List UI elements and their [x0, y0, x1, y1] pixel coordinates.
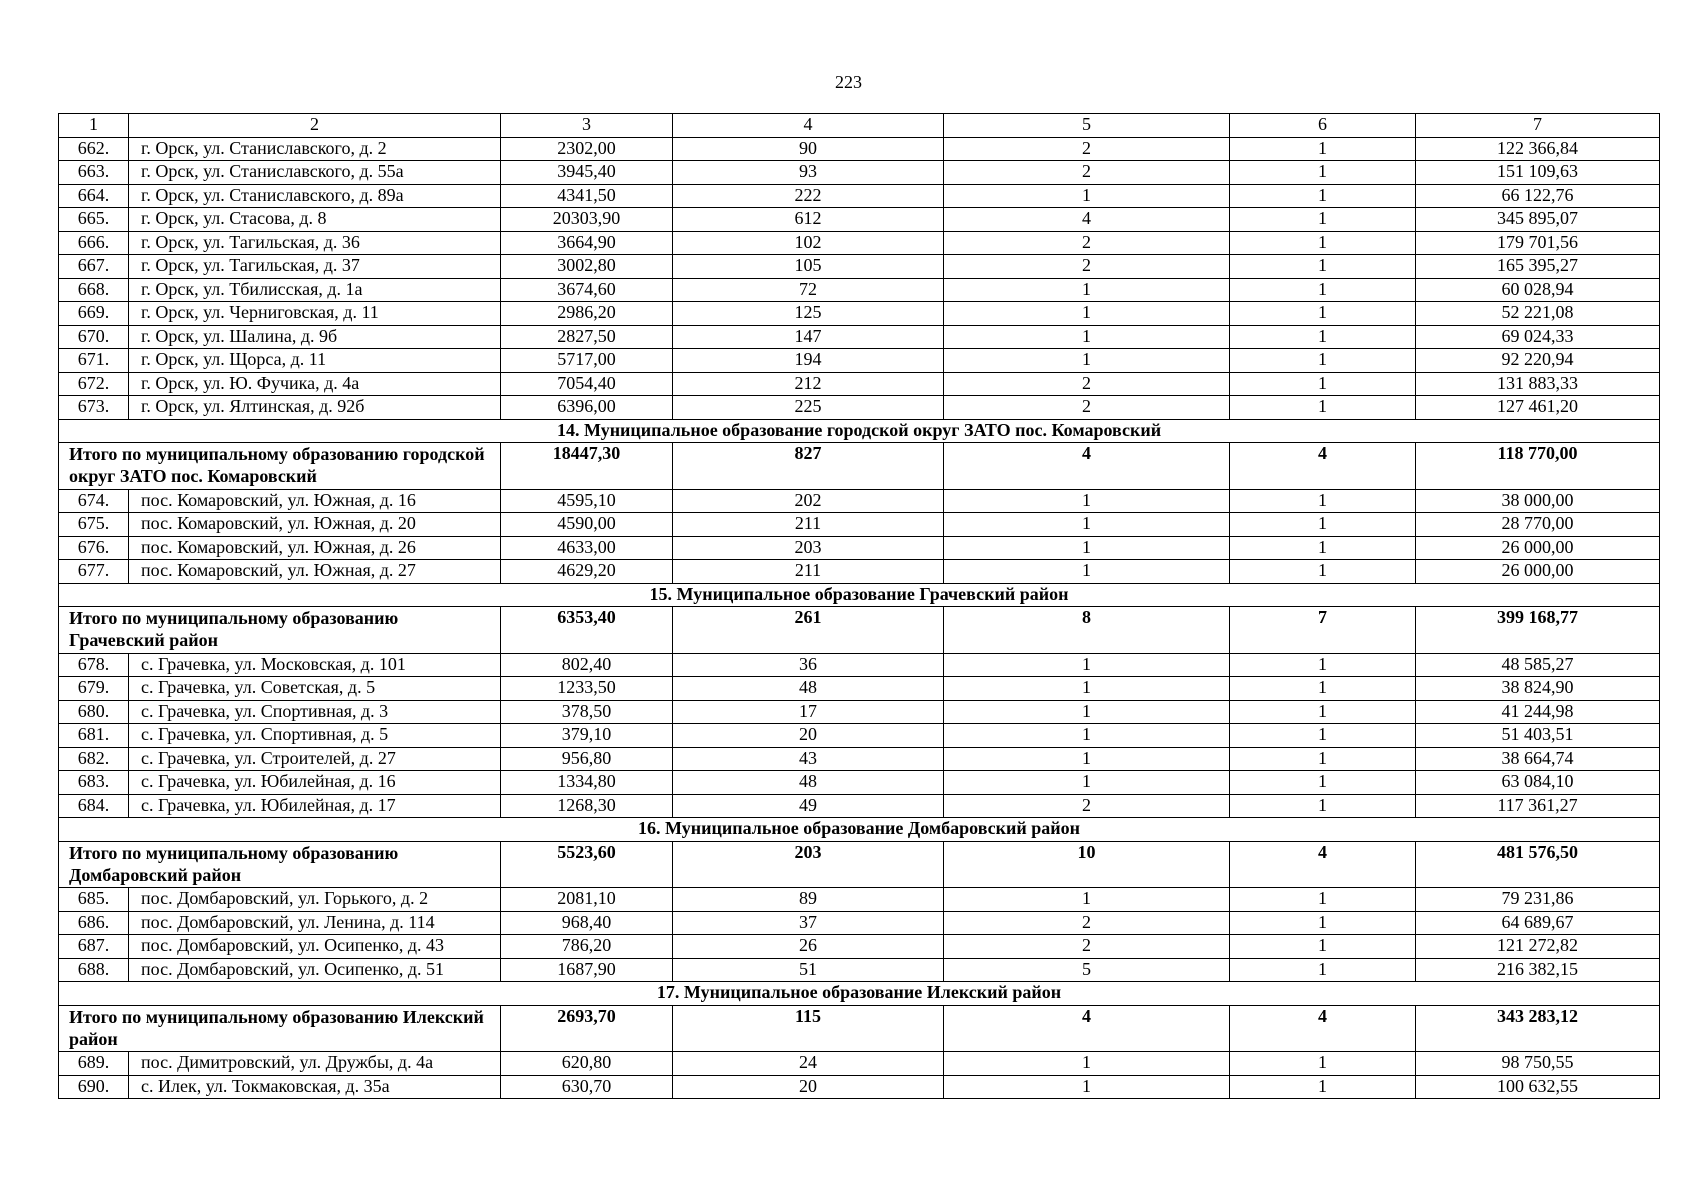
- table-body: [59, 114, 1660, 1099]
- table-row: [59, 396, 1660, 420]
- row-elevators: 1: [944, 184, 1230, 208]
- row-address: с. Грачевка, ул. Московская, д. 101: [129, 653, 501, 677]
- total-elevators: 4: [944, 443, 1230, 490]
- row-area: 4629,20: [501, 560, 673, 584]
- section-title: 16. Муниципальное образование Домбаровский район: [59, 818, 1660, 842]
- row-number: 676.: [59, 536, 129, 560]
- row-number: 683.: [59, 771, 129, 795]
- row-elevators: 1: [944, 560, 1230, 584]
- row-elevators: 1: [944, 724, 1230, 748]
- row-area: 4590,00: [501, 513, 673, 537]
- row-buildings: 1: [1230, 255, 1416, 279]
- row-address: с. Грачевка, ул. Строителей, д. 27: [129, 747, 501, 771]
- row-elevators: 1: [944, 536, 1230, 560]
- row-residents: 194: [673, 349, 944, 373]
- row-area: 4341,50: [501, 184, 673, 208]
- row-residents: 211: [673, 513, 944, 537]
- row-buildings: 1: [1230, 302, 1416, 326]
- total-row: [59, 841, 1660, 888]
- row-number: 678.: [59, 653, 129, 677]
- row-residents: 102: [673, 231, 944, 255]
- column-header: 4: [673, 114, 944, 138]
- table-row: [59, 911, 1660, 935]
- row-buildings: 1: [1230, 1075, 1416, 1099]
- row-elevators: 2: [944, 396, 1230, 420]
- row-cost: 92 220,94: [1416, 349, 1660, 373]
- row-cost: 127 461,20: [1416, 396, 1660, 420]
- column-header: 1: [59, 114, 129, 138]
- row-residents: 48: [673, 771, 944, 795]
- row-area: 786,20: [501, 935, 673, 959]
- total-residents: 203: [673, 841, 944, 888]
- row-elevators: 1: [944, 1075, 1230, 1099]
- table-row: [59, 325, 1660, 349]
- page-number: 223: [835, 72, 862, 92]
- row-number: 675.: [59, 513, 129, 537]
- table-row: [59, 747, 1660, 771]
- column-header: 2: [129, 114, 501, 138]
- row-cost: 64 689,67: [1416, 911, 1660, 935]
- total-label: Итого по муниципальному образованию Грачевский район: [59, 607, 501, 654]
- row-address: г. Орск, ул. Стасова, д. 8: [129, 208, 501, 232]
- row-elevators: 1: [944, 747, 1230, 771]
- row-area: 2827,50: [501, 325, 673, 349]
- row-area: 3674,60: [501, 278, 673, 302]
- table-header-row: [59, 114, 1660, 138]
- row-residents: 225: [673, 396, 944, 420]
- row-elevators: 1: [944, 489, 1230, 513]
- section-header-row: [59, 982, 1660, 1006]
- column-header: 3: [501, 114, 673, 138]
- row-cost: 26 000,00: [1416, 536, 1660, 560]
- row-buildings: 1: [1230, 653, 1416, 677]
- row-address: с. Грачевка, ул. Спортивная, д. 5: [129, 724, 501, 748]
- section-header-row: [59, 818, 1660, 842]
- row-address: с. Грачевка, ул. Юбилейная, д. 17: [129, 794, 501, 818]
- row-cost: 345 895,07: [1416, 208, 1660, 232]
- row-residents: 212: [673, 372, 944, 396]
- table-row: [59, 302, 1660, 326]
- row-elevators: 1: [944, 278, 1230, 302]
- total-row: [59, 607, 1660, 654]
- row-address: с. Грачевка, ул. Юбилейная, д. 16: [129, 771, 501, 795]
- section-title: 14. Муниципальное образование городской округ ЗАТО пос. Комаровский: [59, 419, 1660, 443]
- row-address: пос. Домбаровский, ул. Горького, д. 2: [129, 888, 501, 912]
- total-label: Итого по муниципальному образованию Домбаровский район: [59, 841, 501, 888]
- row-area: 1687,90: [501, 958, 673, 982]
- row-area: 3945,40: [501, 161, 673, 185]
- row-area: 3664,90: [501, 231, 673, 255]
- row-elevators: 2: [944, 137, 1230, 161]
- column-header: 6: [1230, 114, 1416, 138]
- row-area: 378,50: [501, 700, 673, 724]
- table-row: [59, 677, 1660, 701]
- total-label: Итого по муниципальному образованию городской округ ЗАТО пос. Комаровский: [59, 443, 501, 490]
- row-residents: 612: [673, 208, 944, 232]
- row-address: пос. Домбаровский, ул. Ленина, д. 114: [129, 911, 501, 935]
- row-residents: 90: [673, 137, 944, 161]
- row-buildings: 1: [1230, 935, 1416, 959]
- total-cost: 481 576,50: [1416, 841, 1660, 888]
- section-title: 17. Муниципальное образование Илекский район: [59, 982, 1660, 1006]
- total-residents: 115: [673, 1005, 944, 1052]
- total-residents: 827: [673, 443, 944, 490]
- row-residents: 24: [673, 1052, 944, 1076]
- row-address: г. Орск, ул. Станиславского, д. 55а: [129, 161, 501, 185]
- row-cost: 38 824,90: [1416, 677, 1660, 701]
- row-buildings: 1: [1230, 794, 1416, 818]
- row-buildings: 1: [1230, 208, 1416, 232]
- row-residents: 89: [673, 888, 944, 912]
- row-elevators: 2: [944, 794, 1230, 818]
- row-elevators: 1: [944, 653, 1230, 677]
- table-row: [59, 137, 1660, 161]
- row-area: 4633,00: [501, 536, 673, 560]
- row-residents: 147: [673, 325, 944, 349]
- row-residents: 105: [673, 255, 944, 279]
- row-cost: 121 272,82: [1416, 935, 1660, 959]
- row-elevators: 2: [944, 161, 1230, 185]
- total-buildings: 4: [1230, 443, 1416, 490]
- row-buildings: 1: [1230, 700, 1416, 724]
- row-address: г. Орск, ул. Станиславского, д. 89а: [129, 184, 501, 208]
- row-address: с. Грачевка, ул. Советская, д. 5: [129, 677, 501, 701]
- row-address: г. Орск, ул. Ю. Фучика, д. 4а: [129, 372, 501, 396]
- row-number: 688.: [59, 958, 129, 982]
- total-buildings: 4: [1230, 841, 1416, 888]
- table-row: [59, 513, 1660, 537]
- row-buildings: 1: [1230, 888, 1416, 912]
- row-address: г. Орск, ул. Шалина, д. 9б: [129, 325, 501, 349]
- row-cost: 63 084,10: [1416, 771, 1660, 795]
- row-buildings: 1: [1230, 325, 1416, 349]
- row-cost: 38 000,00: [1416, 489, 1660, 513]
- row-area: 379,10: [501, 724, 673, 748]
- row-cost: 28 770,00: [1416, 513, 1660, 537]
- table-row: [59, 724, 1660, 748]
- total-cost: 118 770,00: [1416, 443, 1660, 490]
- row-elevators: 4: [944, 208, 1230, 232]
- row-residents: 202: [673, 489, 944, 513]
- section-title: 15. Муниципальное образование Грачевский район: [59, 583, 1660, 607]
- row-number: 662.: [59, 137, 129, 161]
- row-residents: 72: [673, 278, 944, 302]
- row-number: 666.: [59, 231, 129, 255]
- row-cost: 151 109,63: [1416, 161, 1660, 185]
- column-header: 5: [944, 114, 1230, 138]
- total-residents: 261: [673, 607, 944, 654]
- row-residents: 20: [673, 724, 944, 748]
- row-cost: 98 750,55: [1416, 1052, 1660, 1076]
- total-area: 6353,40: [501, 607, 673, 654]
- row-elevators: 1: [944, 888, 1230, 912]
- table-row: [59, 1075, 1660, 1099]
- row-address: пос. Комаровский, ул. Южная, д. 27: [129, 560, 501, 584]
- total-buildings: 7: [1230, 607, 1416, 654]
- row-elevators: 2: [944, 911, 1230, 935]
- row-residents: 48: [673, 677, 944, 701]
- row-area: 5717,00: [501, 349, 673, 373]
- row-area: 4595,10: [501, 489, 673, 513]
- row-area: 6396,00: [501, 396, 673, 420]
- row-residents: 26: [673, 935, 944, 959]
- row-residents: 43: [673, 747, 944, 771]
- total-elevators: 10: [944, 841, 1230, 888]
- total-label: Итого по муниципальному образованию Илекский район: [59, 1005, 501, 1052]
- row-elevators: 1: [944, 325, 1230, 349]
- row-number: 665.: [59, 208, 129, 232]
- row-area: 802,40: [501, 653, 673, 677]
- row-address: пос. Комаровский, ул. Южная, д. 20: [129, 513, 501, 537]
- row-cost: 51 403,51: [1416, 724, 1660, 748]
- row-elevators: 1: [944, 349, 1230, 373]
- row-area: 630,70: [501, 1075, 673, 1099]
- row-residents: 125: [673, 302, 944, 326]
- row-area: 1268,30: [501, 794, 673, 818]
- table-row: [59, 184, 1660, 208]
- row-buildings: 1: [1230, 747, 1416, 771]
- row-residents: 222: [673, 184, 944, 208]
- row-elevators: 2: [944, 231, 1230, 255]
- row-residents: 211: [673, 560, 944, 584]
- table-row: [59, 794, 1660, 818]
- row-cost: 52 221,08: [1416, 302, 1660, 326]
- table-row: [59, 935, 1660, 959]
- row-buildings: 1: [1230, 137, 1416, 161]
- row-cost: 26 000,00: [1416, 560, 1660, 584]
- row-address: г. Орск, ул. Ялтинская, д. 92б: [129, 396, 501, 420]
- row-cost: 60 028,94: [1416, 278, 1660, 302]
- row-number: 667.: [59, 255, 129, 279]
- row-residents: 17: [673, 700, 944, 724]
- total-area: 5523,60: [501, 841, 673, 888]
- row-buildings: 1: [1230, 911, 1416, 935]
- table-row: [59, 653, 1660, 677]
- row-buildings: 1: [1230, 771, 1416, 795]
- row-area: 7054,40: [501, 372, 673, 396]
- row-number: 684.: [59, 794, 129, 818]
- row-elevators: 1: [944, 302, 1230, 326]
- row-buildings: 1: [1230, 489, 1416, 513]
- row-cost: 100 632,55: [1416, 1075, 1660, 1099]
- total-elevators: 4: [944, 1005, 1230, 1052]
- row-residents: 20: [673, 1075, 944, 1099]
- section-header-row: [59, 419, 1660, 443]
- total-elevators: 8: [944, 607, 1230, 654]
- row-buildings: 1: [1230, 231, 1416, 255]
- row-buildings: 1: [1230, 161, 1416, 185]
- row-buildings: 1: [1230, 396, 1416, 420]
- total-area: 18447,30: [501, 443, 673, 490]
- row-area: 3002,80: [501, 255, 673, 279]
- total-area: 2693,70: [501, 1005, 673, 1052]
- row-cost: 216 382,15: [1416, 958, 1660, 982]
- data-table: [58, 113, 1660, 1099]
- row-residents: 36: [673, 653, 944, 677]
- row-number: 686.: [59, 911, 129, 935]
- row-number: 669.: [59, 302, 129, 326]
- row-address: г. Орск, ул. Тагильская, д. 37: [129, 255, 501, 279]
- table-row: [59, 255, 1660, 279]
- table-row: [59, 278, 1660, 302]
- row-number: 687.: [59, 935, 129, 959]
- row-buildings: 1: [1230, 724, 1416, 748]
- row-address: г. Орск, ул. Черниговская, д. 11: [129, 302, 501, 326]
- row-area: 1233,50: [501, 677, 673, 701]
- row-number: 673.: [59, 396, 129, 420]
- row-residents: 93: [673, 161, 944, 185]
- row-residents: 203: [673, 536, 944, 560]
- row-elevators: 2: [944, 935, 1230, 959]
- row-buildings: 1: [1230, 184, 1416, 208]
- row-number: 679.: [59, 677, 129, 701]
- table-row: [59, 888, 1660, 912]
- row-number: 671.: [59, 349, 129, 373]
- row-number: 663.: [59, 161, 129, 185]
- row-buildings: 1: [1230, 372, 1416, 396]
- row-buildings: 1: [1230, 513, 1416, 537]
- row-buildings: 1: [1230, 278, 1416, 302]
- table-row: [59, 1052, 1660, 1076]
- row-elevators: 1: [944, 700, 1230, 724]
- row-buildings: 1: [1230, 1052, 1416, 1076]
- section-header-row: [59, 583, 1660, 607]
- row-number: 689.: [59, 1052, 129, 1076]
- row-number: 664.: [59, 184, 129, 208]
- table-row: [59, 700, 1660, 724]
- row-cost: 79 231,86: [1416, 888, 1660, 912]
- row-cost: 122 366,84: [1416, 137, 1660, 161]
- row-area: 968,40: [501, 911, 673, 935]
- row-address: г. Орск, ул. Тагильская, д. 36: [129, 231, 501, 255]
- row-cost: 48 585,27: [1416, 653, 1660, 677]
- row-elevators: 2: [944, 372, 1230, 396]
- row-buildings: 1: [1230, 536, 1416, 560]
- row-cost: 117 361,27: [1416, 794, 1660, 818]
- table-row: [59, 349, 1660, 373]
- row-area: 2986,20: [501, 302, 673, 326]
- row-address: с. Илек, ул. Токмаковская, д. 35а: [129, 1075, 501, 1099]
- total-buildings: 4: [1230, 1005, 1416, 1052]
- row-cost: 69 024,33: [1416, 325, 1660, 349]
- row-area: 956,80: [501, 747, 673, 771]
- table-row: [59, 161, 1660, 185]
- row-number: 670.: [59, 325, 129, 349]
- row-cost: 179 701,56: [1416, 231, 1660, 255]
- row-address: пос. Домбаровский, ул. Осипенко, д. 51: [129, 958, 501, 982]
- row-elevators: 1: [944, 513, 1230, 537]
- row-address: г. Орск, ул. Станиславского, д. 2: [129, 137, 501, 161]
- row-buildings: 1: [1230, 349, 1416, 373]
- row-address: пос. Комаровский, ул. Южная, д. 26: [129, 536, 501, 560]
- row-elevators: 1: [944, 677, 1230, 701]
- row-area: 20303,90: [501, 208, 673, 232]
- total-cost: 399 168,77: [1416, 607, 1660, 654]
- row-address: пос. Комаровский, ул. Южная, д. 16: [129, 489, 501, 513]
- table-row: [59, 231, 1660, 255]
- row-buildings: 1: [1230, 677, 1416, 701]
- row-cost: 38 664,74: [1416, 747, 1660, 771]
- row-number: 677.: [59, 560, 129, 584]
- row-buildings: 1: [1230, 958, 1416, 982]
- row-residents: 49: [673, 794, 944, 818]
- table-row: [59, 536, 1660, 560]
- row-cost: 66 122,76: [1416, 184, 1660, 208]
- table-row: [59, 771, 1660, 795]
- table-row: [59, 958, 1660, 982]
- row-elevators: 1: [944, 1052, 1230, 1076]
- row-buildings: 1: [1230, 560, 1416, 584]
- row-address: г. Орск, ул. Тбилисская, д. 1а: [129, 278, 501, 302]
- column-header: 7: [1416, 114, 1660, 138]
- row-number: 685.: [59, 888, 129, 912]
- row-number: 690.: [59, 1075, 129, 1099]
- row-area: 1334,80: [501, 771, 673, 795]
- row-area: 620,80: [501, 1052, 673, 1076]
- table-row: [59, 489, 1660, 513]
- table-row: [59, 208, 1660, 232]
- row-elevators: 2: [944, 255, 1230, 279]
- row-elevators: 1: [944, 771, 1230, 795]
- row-address: с. Грачевка, ул. Спортивная, д. 3: [129, 700, 501, 724]
- row-address: г. Орск, ул. Щорса, д. 11: [129, 349, 501, 373]
- total-row: [59, 443, 1660, 490]
- row-elevators: 5: [944, 958, 1230, 982]
- total-cost: 343 283,12: [1416, 1005, 1660, 1052]
- row-number: 674.: [59, 489, 129, 513]
- row-number: 682.: [59, 747, 129, 771]
- row-number: 680.: [59, 700, 129, 724]
- table-row: [59, 372, 1660, 396]
- row-number: 672.: [59, 372, 129, 396]
- row-address: пос. Димитровский, ул. Дружбы, д. 4а: [129, 1052, 501, 1076]
- row-number: 668.: [59, 278, 129, 302]
- row-cost: 41 244,98: [1416, 700, 1660, 724]
- row-area: 2081,10: [501, 888, 673, 912]
- table-row: [59, 560, 1660, 584]
- row-address: пос. Домбаровский, ул. Осипенко, д. 43: [129, 935, 501, 959]
- row-number: 681.: [59, 724, 129, 748]
- row-residents: 37: [673, 911, 944, 935]
- row-area: 2302,00: [501, 137, 673, 161]
- total-row: [59, 1005, 1660, 1052]
- row-cost: 165 395,27: [1416, 255, 1660, 279]
- row-residents: 51: [673, 958, 944, 982]
- row-cost: 131 883,33: [1416, 372, 1660, 396]
